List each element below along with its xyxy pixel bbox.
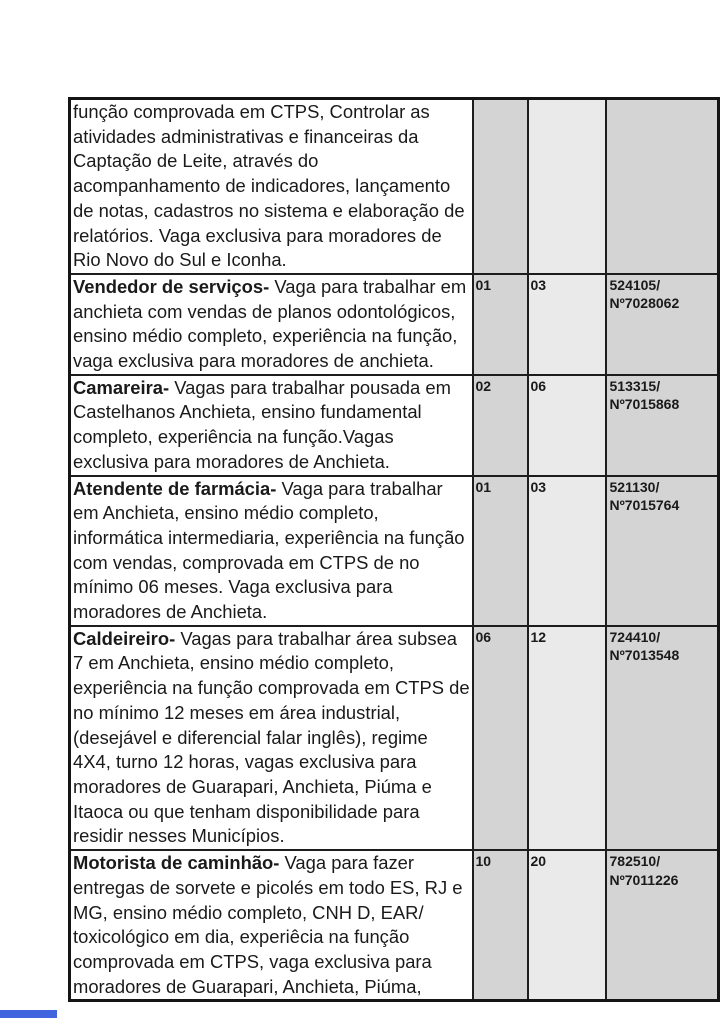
bottom-accent-bar [0,1010,57,1018]
referrals-cell: 20 [528,850,606,1001]
vacancies-cell: 02 [473,375,528,476]
job-title: Vendedor de serviços- [73,275,270,297]
code-line-2: Nº7015764 [609,497,680,514]
code-line-1: 521130/ [609,478,660,495]
job-description-text: Vaga para fazer entregas de sorvete e picolés em todo ES, RJ e MG, ensino médio completo, CNH D, EAR/ toxicológico em dia, experiêcia na função comprovada em CTPS, vaga exclusiva para moradores de Guarapari, Anchieta, Piúma, [73,852,463,997]
code-cell [606,850,719,1001]
table-row [70,850,719,1001]
job-description-cell [70,99,473,274]
job-description-text: função comprovada em CTPS, Controlar as atividades administrativas e financeiras da Captação de Leite, através do acompanhamento de indicadores, lançamento de notas, cadastros no sistema e elaboração de relatórios. Vaga exclusiva para moradores de Rio Novo do Sul e Iconha. [73,101,465,271]
code-line-1: 782510/ [609,853,661,870]
vacancies-cell: 10 [473,850,528,1001]
code-line-2: Nº7015868 [609,396,680,413]
referrals-cell: 06 [528,375,606,476]
code-cell [606,476,719,626]
code-line-2: Nº7011226 [609,871,679,888]
referrals-cell [528,99,606,274]
job-title: Motorista de caminhão- [73,852,280,874]
job-description-cell [70,274,473,375]
vacancies-cell: 01 [473,274,528,375]
table-row [70,626,719,850]
vacancies-cell: 06 [473,626,528,850]
code-line-1: 513315/ [609,377,661,394]
job-title: Caldeireiro- [73,627,176,649]
table-row [70,274,719,375]
job-description-text: Vaga para trabalhar em Anchieta, ensino médio completo, informática intermediaria, experiência na função com vendas, comprovada em CTPS de no mínimo 06 meses. Vaga exclusiva para moradores de Anchieta. [73,477,465,623]
job-description-cell [70,626,473,850]
code-cell [606,626,719,850]
vacancies-cell: 01 [473,476,528,626]
job-description-text: Vagas para trabalhar pousada em Castelhanos Anchieta, ensino fundamental completo, experiência na função.Vagas exclusiva para moradores de Anchieta. [73,376,451,472]
job-description-cell [70,476,473,626]
code-line-2: Nº7028062 [609,295,680,312]
jobs-table-body [70,99,719,1001]
job-title: Camareira- [73,376,170,398]
referrals-cell: 12 [528,626,606,850]
table-row [70,99,719,274]
code-cell [606,274,719,375]
jobs-table [68,97,720,1002]
vacancies-cell [473,99,528,274]
job-description-text: Vagas para trabalhar área subsea 7 em Anchieta, ensino médio completo, experiência na função comprovada em CTPS de no mínimo 12 meses em área industrial, (desejável e diferencial falar inglês), regime 4X4, turno 12 horas, vagas exclusiva para moradores de Guarapari, Anchieta, Piúma e Itaoca ou que tenham disponibilidade para residir nesses Municípios. [73,627,470,847]
job-title: Atendente de farmácia- [73,477,277,499]
job-description-text: Vaga para trabalhar em anchieta com vendas de planos odontológicos, ensino médio completo, experiência na função, vaga exclusiva para moradores de anchieta. [73,275,467,372]
table-row [70,476,719,626]
referrals-cell: 03 [528,274,606,375]
referrals-cell: 03 [528,476,606,626]
table-row [70,375,719,476]
code-cell [606,99,719,274]
code-cell [606,375,719,476]
code-line-1: 724410/ [609,628,661,645]
job-description-cell [70,375,473,476]
code-line-1: 524105/ [609,276,661,293]
code-line-2: Nº7013548 [609,647,680,664]
job-description-cell [70,850,473,1001]
